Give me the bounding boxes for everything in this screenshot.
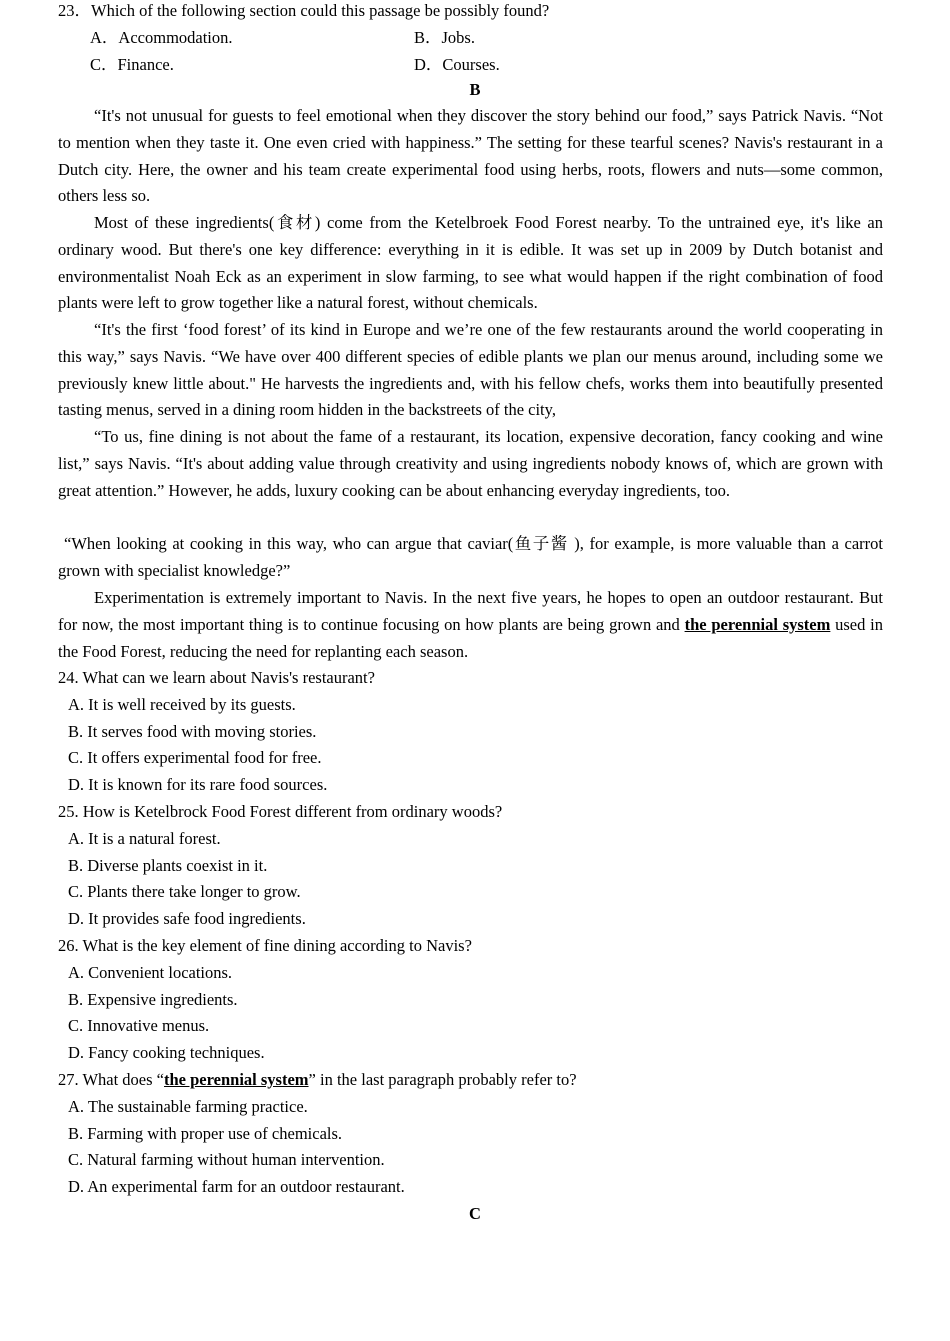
question-27-stem xyxy=(58,1070,577,1090)
q27-option-b: B. Farming with proper use of chemicals. xyxy=(68,1124,343,1143)
q27-stem-before: 27. What does “ xyxy=(58,1070,165,1089)
q24-option-b: B. It serves food with moving stories. xyxy=(68,722,317,741)
q25-option-c: C. Plants there take longer to grow. xyxy=(68,882,301,901)
passage-paragraph-4: “To us, fine dining is not about the fame of a restaurant, its location, expensive decoration, fancy cooking and wine list,” says Navis. “It's about adding value through creativity and using ingredients nobody knows of, which are grown with great attention.” However, he adds, luxury cooking can be about enhancing everyday ingredients, too. xyxy=(58,427,883,500)
question-24-stem: 24. What can we learn about Navis's restaurant? xyxy=(58,668,375,687)
q27-option-a: A. The sustainable farming practice. xyxy=(68,1097,308,1116)
passage-paragraph-6 xyxy=(58,585,883,665)
q25-option-a: A. It is a natural forest. xyxy=(68,829,221,848)
perennial-system-term: the perennial system xyxy=(684,614,831,634)
p6-text-before: Experimentation is extremely important to Navis. In the next five years, he hopes to open an outdoor restaurant. But for now, the most important thing is to continue focusing on how plants are being grown and xyxy=(58,588,883,634)
passage-paragraph-1: “It's not unusual for guests to feel emotional when they discover the story behind our food,” says Patrick Navis. “Not to mention when they taste it. One even cried with happiness.” The setting for these tearful scenes? Navis's restaurant in a Dutch city. Here, the owner and his team create experimental food using herbs, roots, flowers and nuts—some common, others less so. xyxy=(58,106,883,206)
q23-option-d: D．Courses. xyxy=(414,55,500,74)
q26-option-a: A. Convenient locations. xyxy=(68,963,233,982)
q26-option-b: B. Expensive ingredients. xyxy=(68,990,238,1009)
passage-paragraph-2: Most of these ingredients(食材) come from the Ketelbroek Food Forest nearby. To the untrained eye, it's like an ordinary wood. But there's one key difference: everything in it is edible. It was set up in 2009 by Dutch botanist and environmentalist Noah Eck as an experiment in slow farming, to see what would happen if the right combination of food plants were left to grow together like a natural forest, without chemicals. xyxy=(58,213,883,313)
q27-option-c: C. Natural farming without human intervention. xyxy=(68,1150,385,1169)
q27-option-d: D. An experimental farm for an outdoor restaurant. xyxy=(68,1177,405,1196)
q26-option-d: D. Fancy cooking techniques. xyxy=(68,1043,265,1062)
question-25-stem: 25. How is Ketelbrock Food Forest different from ordinary woods? xyxy=(58,802,503,821)
question-26-stem: 26. What is the key element of fine dining according to Navis? xyxy=(58,936,472,955)
q23-option-c: C．Finance. xyxy=(90,55,174,74)
q27-perennial-system-term: the perennial system xyxy=(164,1070,309,1089)
passage-paragraph-3: “It's the first ‘food forest’ of its kind in Europe and we’re one of the few restaurants around the world cooperating in this way,” says Navis. “We have over 400 different species of edible plants we plan our menus around, including some we previously knew little about." He harvests the ingredients and, with his fellow chefs, works them into beautifully presented tasting menus, served in a dining room hidden in the backstreets of the city, xyxy=(58,320,883,420)
q23-option-b: B．Jobs. xyxy=(414,28,475,47)
q24-option-d: D. It is known for its rare food sources. xyxy=(68,775,328,794)
passage-paragraph-5: “When looking at cooking in this way, who can argue that caviar(鱼子酱 ), for example, is more valuable than a carrot grown with specialist knowledge?” xyxy=(58,534,883,580)
q25-option-b: B. Diverse plants coexist in it. xyxy=(68,856,268,875)
q27-stem-after: ” in the last paragraph probably refer to? xyxy=(308,1070,577,1089)
q26-option-c: C. Innovative menus. xyxy=(68,1016,210,1035)
q23-option-a: A．Accommodation. xyxy=(90,28,233,47)
question-23-stem: 23．Which of the following section could this passage be possibly found? xyxy=(58,1,550,20)
q24-option-c: C. It offers experimental food for free. xyxy=(68,748,322,767)
section-b-heading: B xyxy=(469,80,481,99)
q24-option-a: A. It is well received by its guests. xyxy=(68,695,296,714)
q25-option-d: D. It provides safe food ingredients. xyxy=(68,909,306,928)
section-c-heading: C xyxy=(469,1204,481,1223)
p6-text-after: used in the Food Forest, reducing the need for replanting each season. xyxy=(58,614,883,661)
